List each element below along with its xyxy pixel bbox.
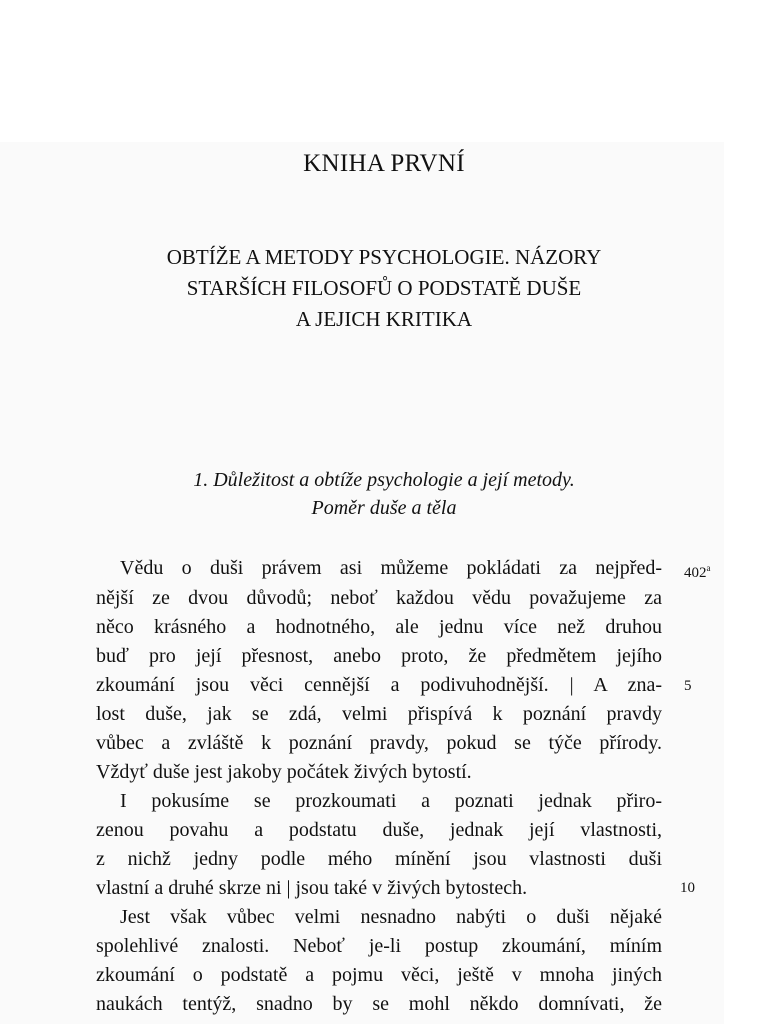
- chapter-title: [0, 466, 768, 522]
- part-title-line: OBTÍŽE A METODY PSYCHOLOGIE. NÁZORY: [166, 245, 602, 269]
- book-title: KNIHA PRVNÍ: [303, 150, 465, 177]
- margin-line-number-10: 10: [680, 880, 695, 896]
- margin-line-number-5: 5: [684, 678, 692, 694]
- body-line: I pokusíme se prozkoumati a poznati jednak přiro-: [120, 790, 662, 812]
- body-line: vůbec a zvláště k poznání pravdy, pokud se týče přírody.: [96, 732, 662, 754]
- margin-reference-402a: [684, 554, 711, 587]
- body-line: buď pro její přesnost, anebo proto, že předmětem jejího: [96, 645, 662, 667]
- body-line: Vědu o duši právem asi můžeme pokládati za nejpřed-: [120, 557, 662, 579]
- margin-reference-number: 402: [684, 565, 707, 581]
- part-title: [0, 242, 768, 335]
- part-title-line: STARŠÍCH FILOSOFŮ O PODSTATĚ DUŠE: [186, 276, 582, 300]
- body-line: z nichž jedny podle mého mínění jsou vlastnosti duši: [96, 848, 662, 870]
- body-line: Jest však vůbec velmi nesnadno nabýti o duši nějaké: [120, 906, 662, 928]
- body-line: naukách tentýž, snadno by se mohl někdo domnívati, že: [96, 993, 662, 1015]
- chapter-title-line: Poměr duše a těla: [311, 497, 457, 519]
- margin-reference-letter: a: [706, 563, 711, 573]
- chapter-title-line: 1. Důležitost a obtíže psychologie a její metody.: [193, 469, 575, 491]
- body-line: Vždyť duše jest jakoby počátek živých bytostí.: [96, 761, 472, 783]
- body-line: spolehlivé znalosti. Neboť je-li postup zkoumání, míním: [96, 935, 662, 957]
- body-line: zkoumání o podstatě a pojmu věci, ještě v mnoha jiných: [96, 964, 662, 986]
- body-line: lost duše, jak se zdá, velmi přispívá k poznání pravdy: [96, 703, 662, 725]
- body-line: nější ze dvou důvodů; neboť každou vědu považujeme za: [96, 587, 662, 609]
- body-line: zkoumání jsou věci cennější a podivuhodnější. | A zna-: [96, 674, 662, 696]
- part-title-line: A JEJICH KRITIKA: [295, 307, 473, 331]
- body-line: něco krásného a hodnotného, ale jednu více než druhou: [96, 616, 662, 638]
- body-line: zenou povahu a podstatu duše, jednak její vlastnosti,: [96, 819, 662, 841]
- body-line: vlastní a druhé skrze ni | jsou také v živých bytostech.: [96, 877, 528, 899]
